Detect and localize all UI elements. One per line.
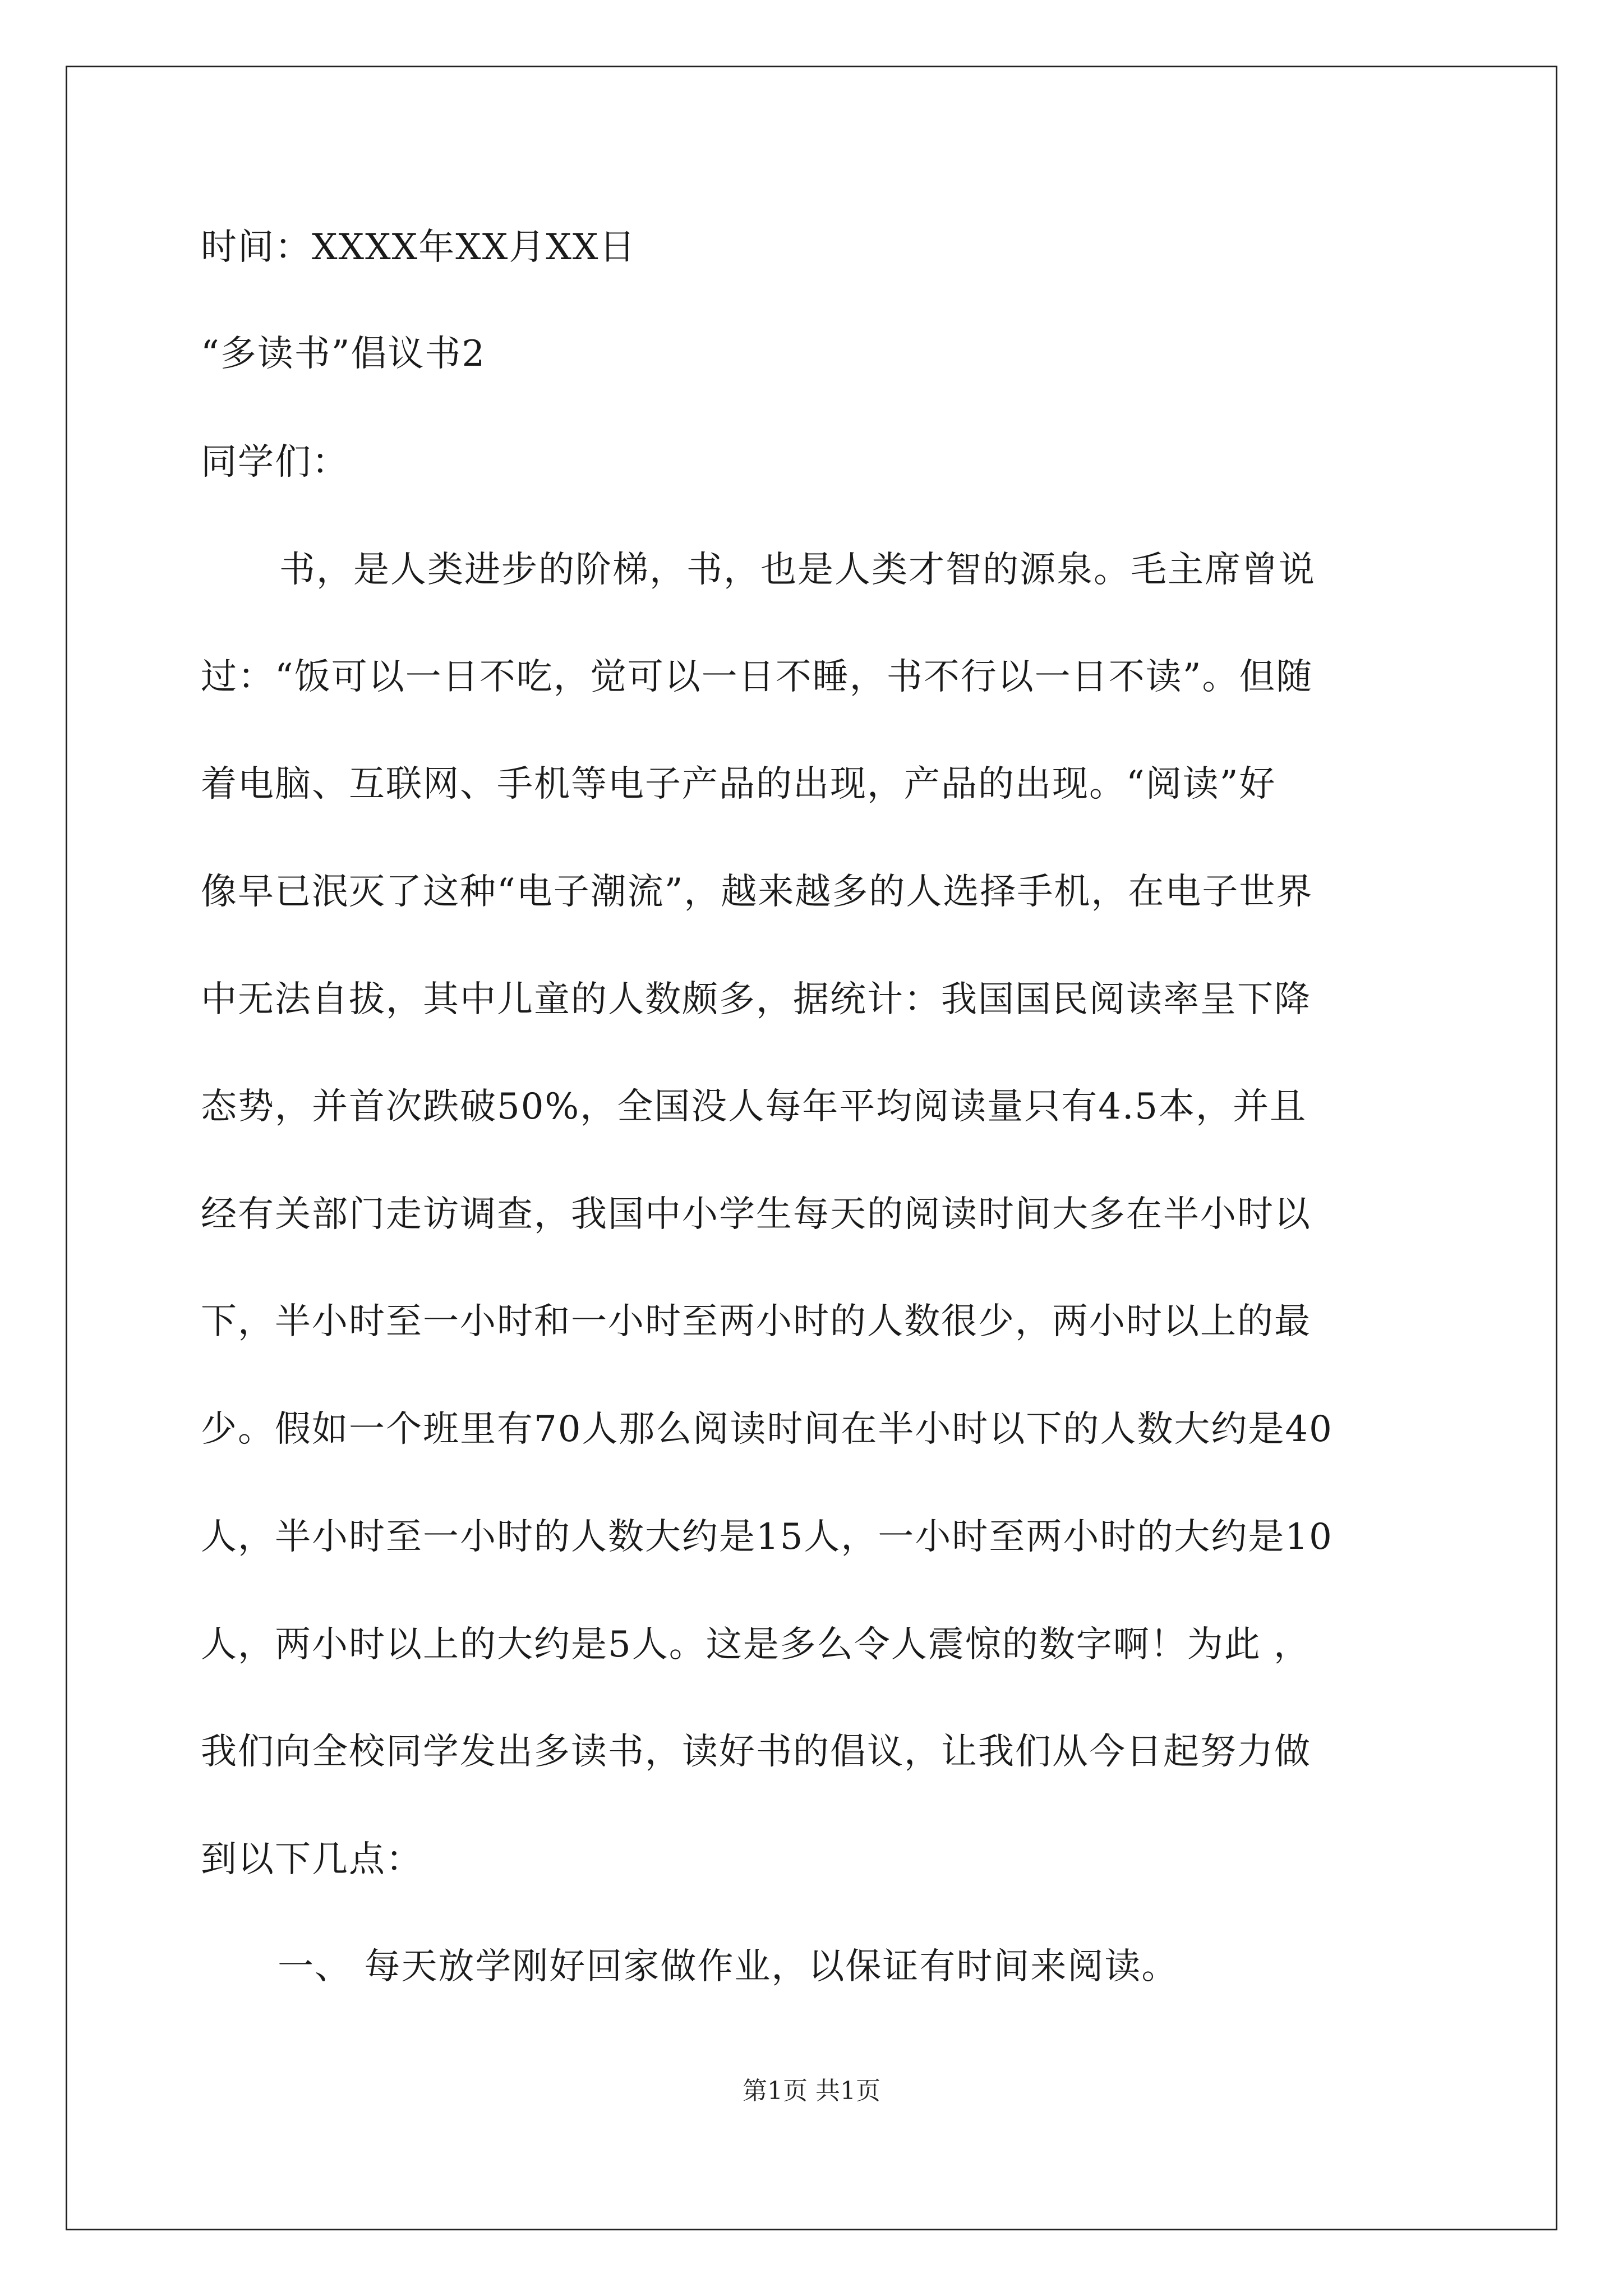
body-line: 人，半小时至一小时的人数大约是15人，一小时至两小时的大约是10	[201, 1516, 1333, 1558]
page-border	[66, 66, 1557, 2230]
body-line: 着电脑、互联网、手机等电子产品的出现，产品的出现。“阅读”好	[201, 763, 1276, 805]
body-line: 下，半小时至一小时和一小时至两小时的人数很少，两小时以上的最	[201, 1301, 1311, 1342]
body-line: 过：“饭可以一日不吃，觉可以一日不睡，书不行以一日不读”。但随	[201, 656, 1313, 698]
body-line: 我们向全校同学发出多读书，读好书的倡议，让我们从今日起努力做	[201, 1731, 1311, 1773]
time-line: 时间：XXXX年XX月XX日	[201, 227, 637, 268]
body-line: 书，是人类进步的阶梯，书，也是人类才智的源泉。毛主席曾说	[279, 549, 1316, 591]
salutation: 同学们：	[201, 441, 349, 483]
list-item: 一、 每天放学刚好回家做作业，以保证有时间来阅读。	[278, 1946, 1179, 1987]
body-line: 到以下几点：	[201, 1839, 423, 1880]
document-title: “多读书”倡议书2	[201, 333, 486, 375]
body-line: 像早已泯灭了这种“电子潮流”，越来越多的人选择手机，在电子世界	[201, 871, 1313, 913]
body-line: 态势，并首次跌破50%，全国没人每年平均阅读量只有4.5本，并且	[201, 1086, 1307, 1128]
body-line: 中无法自拔，其中儿童的人数颇多，据统计：我国国民阅读率呈下降	[201, 979, 1311, 1020]
body-line: 经有关部门走访调查，我国中小学生每天的阅读时间大多在半小时以	[201, 1194, 1311, 1235]
page-footer: 第1页 共1页	[743, 2077, 880, 2105]
body-line: 少。假如一个班里有70人那么阅读时间在半小时以下的人数大约是40	[201, 1409, 1333, 1450]
body-line: 人，两小时以上的大约是5人。这是多么令人震惊的数字啊！为此 ，	[201, 1624, 1311, 1665]
